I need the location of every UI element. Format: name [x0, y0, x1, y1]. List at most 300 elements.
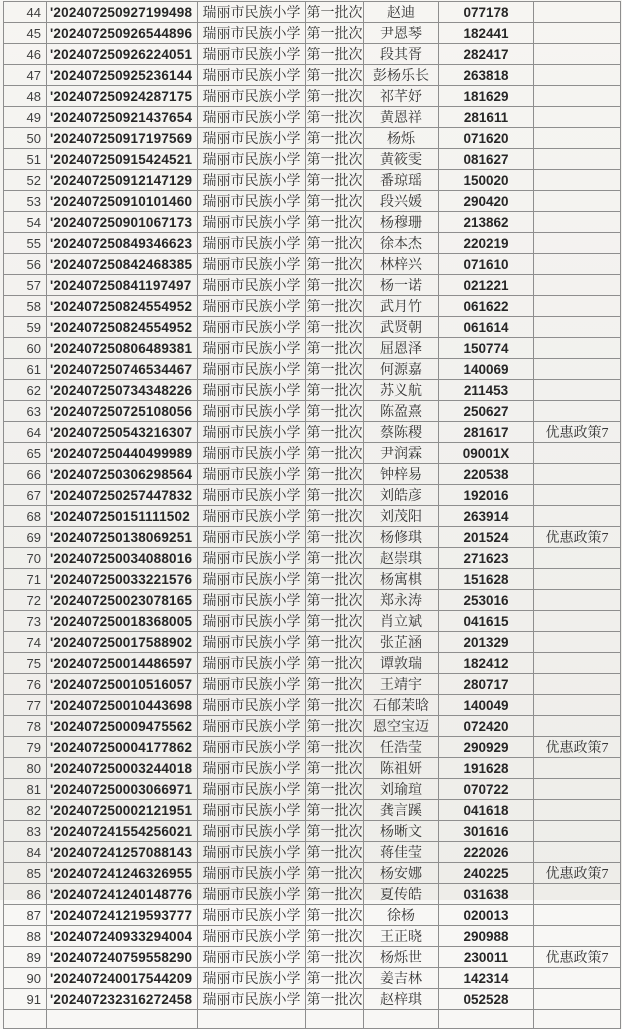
school-name-cell: 瑞丽市民族小学 [198, 695, 306, 716]
school-name-cell: 瑞丽市民族小学 [198, 842, 306, 863]
batch-cell: 第一批次 [306, 2, 364, 23]
code-number-cell: 220538 [439, 464, 534, 485]
batch-cell: 第一批次 [306, 65, 364, 86]
school-name-cell: 瑞丽市民族小学 [198, 296, 306, 317]
row-number-cell: 76 [4, 674, 47, 695]
row-number-cell: 61 [4, 359, 47, 380]
registration-id-cell: '202407240933294004 [47, 926, 198, 947]
row-number-cell: 45 [4, 23, 47, 44]
school-name-cell: 瑞丽市民族小学 [198, 926, 306, 947]
registration-id-cell: '202407250018368005 [47, 611, 198, 632]
table-row [4, 149, 621, 170]
student-name-cell: 夏传皓 [364, 884, 439, 905]
policy-note-cell [534, 611, 621, 632]
student-name-cell: 赵崇琪 [364, 548, 439, 569]
policy-note-cell [534, 821, 621, 842]
row-number-cell: 79 [4, 737, 47, 758]
row-number-cell: 90 [4, 968, 47, 989]
school-name-cell: 瑞丽市民族小学 [198, 401, 306, 422]
student-name-cell: 刘茂阳 [364, 506, 439, 527]
code-number-cell: 150774 [439, 338, 534, 359]
student-name-cell: 杨修琪 [364, 527, 439, 548]
registration-id-cell: '202407250543216307 [47, 422, 198, 443]
table-row [4, 23, 621, 44]
batch-cell: 第一批次 [306, 380, 364, 401]
registration-id-cell: '202407250440499989 [47, 443, 198, 464]
policy-note-cell [534, 716, 621, 737]
row-number-cell: 65 [4, 443, 47, 464]
registration-id-cell: '202407250023078165 [47, 590, 198, 611]
policy-note-cell [534, 443, 621, 464]
batch-cell [306, 1010, 364, 1029]
policy-note-cell: 优惠政策7 [534, 737, 621, 758]
row-number-cell: 64 [4, 422, 47, 443]
policy-note-cell [534, 548, 621, 569]
code-number-cell: 182441 [439, 23, 534, 44]
student-name-cell: 石郁茉晗 [364, 695, 439, 716]
student-name-cell: 何源嘉 [364, 359, 439, 380]
batch-cell: 第一批次 [306, 779, 364, 800]
code-number-cell: 301616 [439, 821, 534, 842]
batch-cell: 第一批次 [306, 758, 364, 779]
student-name-cell: 杨寓棋 [364, 569, 439, 590]
row-number-cell: 89 [4, 947, 47, 968]
policy-note-cell [534, 317, 621, 338]
batch-cell: 第一批次 [306, 737, 364, 758]
student-name-cell: 杨安娜 [364, 863, 439, 884]
school-name-cell: 瑞丽市民族小学 [198, 275, 306, 296]
school-name-cell: 瑞丽市民族小学 [198, 821, 306, 842]
school-name-cell: 瑞丽市民族小学 [198, 107, 306, 128]
policy-note-cell [534, 254, 621, 275]
student-name-cell: 杨晰文 [364, 821, 439, 842]
school-name-cell [198, 1010, 306, 1029]
student-name-cell: 谭敦瑞 [364, 653, 439, 674]
student-name-cell: 赵梓琪 [364, 989, 439, 1010]
student-name-cell: 屈恩泽 [364, 338, 439, 359]
registration-id-cell: '202407232316272458 [47, 989, 198, 1010]
registration-id-cell: '202407250915424521 [47, 149, 198, 170]
student-name-cell: 姜吉林 [364, 968, 439, 989]
student-name-cell: 陈祖妍 [364, 758, 439, 779]
code-number-cell: 041615 [439, 611, 534, 632]
policy-note-cell [534, 695, 621, 716]
batch-cell: 第一批次 [306, 968, 364, 989]
registration-id-cell [47, 1010, 198, 1029]
batch-cell: 第一批次 [306, 212, 364, 233]
policy-note-cell: 优惠政策7 [534, 422, 621, 443]
batch-cell: 第一批次 [306, 989, 364, 1010]
school-name-cell: 瑞丽市民族小学 [198, 548, 306, 569]
table-row [4, 86, 621, 107]
student-name-cell: 尹恩琴 [364, 23, 439, 44]
code-number-cell: 263818 [439, 65, 534, 86]
row-number-cell: 58 [4, 296, 47, 317]
registration-id-cell: '202407250151111502 [47, 506, 198, 527]
registration-id-cell: '202407250009475562 [47, 716, 198, 737]
table-row [4, 737, 621, 758]
batch-cell: 第一批次 [306, 905, 364, 926]
code-number-cell: 151628 [439, 569, 534, 590]
code-number-cell: 150020 [439, 170, 534, 191]
student-name-cell [364, 1010, 439, 1029]
school-name-cell: 瑞丽市民族小学 [198, 317, 306, 338]
table-row [4, 170, 621, 191]
student-name-cell: 杨烁 [364, 128, 439, 149]
code-number-cell: 271623 [439, 548, 534, 569]
code-number-cell: 061622 [439, 296, 534, 317]
school-name-cell: 瑞丽市民族小学 [198, 86, 306, 107]
registration-id-cell: '202407250926544896 [47, 23, 198, 44]
batch-cell: 第一批次 [306, 653, 364, 674]
code-number-cell: 220219 [439, 233, 534, 254]
school-name-cell: 瑞丽市民族小学 [198, 632, 306, 653]
student-name-cell: 陈盈熹 [364, 401, 439, 422]
school-name-cell: 瑞丽市民族小学 [198, 611, 306, 632]
batch-cell: 第一批次 [306, 863, 364, 884]
table-row [4, 2, 621, 23]
policy-note-cell [534, 758, 621, 779]
table-row [4, 401, 621, 422]
policy-note-cell [534, 2, 621, 23]
school-name-cell: 瑞丽市民族小学 [198, 674, 306, 695]
school-name-cell: 瑞丽市民族小学 [198, 884, 306, 905]
policy-note-cell [534, 653, 621, 674]
student-name-cell: 苏义航 [364, 380, 439, 401]
code-number-cell: 230011 [439, 947, 534, 968]
batch-cell: 第一批次 [306, 401, 364, 422]
policy-note-cell [534, 884, 621, 905]
row-number-cell: 80 [4, 758, 47, 779]
table-row [4, 464, 621, 485]
policy-note-cell [534, 590, 621, 611]
registration-id-cell: '202407250806489381 [47, 338, 198, 359]
school-name-cell: 瑞丽市民族小学 [198, 989, 306, 1010]
code-number-cell: 290988 [439, 926, 534, 947]
registration-id-cell: '202407250010443698 [47, 695, 198, 716]
registration-id-cell: '202407250849346623 [47, 233, 198, 254]
school-name-cell: 瑞丽市民族小学 [198, 149, 306, 170]
student-name-cell: 钟梓易 [364, 464, 439, 485]
table-row [4, 422, 621, 443]
table-row [4, 44, 621, 65]
code-number-cell: 020013 [439, 905, 534, 926]
row-number-cell: 55 [4, 233, 47, 254]
policy-note-cell [534, 338, 621, 359]
school-name-cell: 瑞丽市民族小学 [198, 443, 306, 464]
student-name-cell: 番琼瑶 [364, 170, 439, 191]
student-name-cell: 王靖宇 [364, 674, 439, 695]
code-number-cell: 290929 [439, 737, 534, 758]
table-body [4, 2, 621, 1029]
policy-note-cell [534, 170, 621, 191]
code-number-cell: 071610 [439, 254, 534, 275]
table-row [4, 653, 621, 674]
row-number-cell: 73 [4, 611, 47, 632]
row-number-cell: 84 [4, 842, 47, 863]
policy-note-cell [534, 506, 621, 527]
registration-id-cell: '202407250912147129 [47, 170, 198, 191]
table-row [4, 863, 621, 884]
code-number-cell: 191628 [439, 758, 534, 779]
table-row [4, 107, 621, 128]
row-number-cell: 74 [4, 632, 47, 653]
registration-id-cell: '202407241240148776 [47, 884, 198, 905]
policy-note-cell [534, 23, 621, 44]
policy-note-cell [534, 569, 621, 590]
table-row [4, 716, 621, 737]
code-number-cell: 240225 [439, 863, 534, 884]
batch-cell: 第一批次 [306, 884, 364, 905]
school-name-cell: 瑞丽市民族小学 [198, 758, 306, 779]
registration-id-cell: '202407250746534467 [47, 359, 198, 380]
student-name-cell: 武月竹 [364, 296, 439, 317]
student-name-cell: 林梓兴 [364, 254, 439, 275]
batch-cell: 第一批次 [306, 128, 364, 149]
student-name-cell: 段兴媛 [364, 191, 439, 212]
row-number-cell: 66 [4, 464, 47, 485]
registration-id-cell: '202407250138069251 [47, 527, 198, 548]
registration-id-cell: '202407250926224051 [47, 44, 198, 65]
school-name-cell: 瑞丽市民族小学 [198, 590, 306, 611]
code-number-cell: 140049 [439, 695, 534, 716]
code-number-cell: 281611 [439, 107, 534, 128]
code-number-cell: 021221 [439, 275, 534, 296]
code-number-cell: 072420 [439, 716, 534, 737]
row-number-cell: 57 [4, 275, 47, 296]
student-name-cell: 杨一诺 [364, 275, 439, 296]
school-name-cell: 瑞丽市民族小学 [198, 2, 306, 23]
student-name-cell: 王正晓 [364, 926, 439, 947]
row-number-cell: 67 [4, 485, 47, 506]
batch-cell: 第一批次 [306, 674, 364, 695]
registration-id-cell: '202407250921437654 [47, 107, 198, 128]
school-name-cell: 瑞丽市民族小学 [198, 779, 306, 800]
row-number-cell: 88 [4, 926, 47, 947]
row-number-cell: 83 [4, 821, 47, 842]
row-number-cell: 52 [4, 170, 47, 191]
row-number-cell: 46 [4, 44, 47, 65]
code-number-cell: 213862 [439, 212, 534, 233]
batch-cell: 第一批次 [306, 422, 364, 443]
student-name-cell: 恩空宝迈 [364, 716, 439, 737]
policy-note-cell [534, 107, 621, 128]
registration-id-cell: '202407250725108056 [47, 401, 198, 422]
row-number-cell: 87 [4, 905, 47, 926]
policy-note-cell [534, 779, 621, 800]
batch-cell: 第一批次 [306, 695, 364, 716]
table-row [4, 380, 621, 401]
policy-note-cell [534, 632, 621, 653]
code-number-cell: 09001X [439, 443, 534, 464]
code-number-cell: 182412 [439, 653, 534, 674]
policy-note-cell [534, 191, 621, 212]
school-name-cell: 瑞丽市民族小学 [198, 863, 306, 884]
policy-note-cell [534, 464, 621, 485]
batch-cell: 第一批次 [306, 23, 364, 44]
code-number-cell: 211453 [439, 380, 534, 401]
batch-cell: 第一批次 [306, 359, 364, 380]
student-name-cell: 武贤朝 [364, 317, 439, 338]
row-number-cell: 69 [4, 527, 47, 548]
policy-note-cell [534, 44, 621, 65]
policy-note-cell: 优惠政策7 [534, 863, 621, 884]
code-number-cell: 052528 [439, 989, 534, 1010]
code-number-cell: 077178 [439, 2, 534, 23]
registration-id-cell: '202407250010516057 [47, 674, 198, 695]
policy-note-cell [534, 989, 621, 1010]
row-number-cell: 77 [4, 695, 47, 716]
student-name-cell: 刘皓彦 [364, 485, 439, 506]
table-row [4, 443, 621, 464]
code-number-cell: 282417 [439, 44, 534, 65]
batch-cell: 第一批次 [306, 506, 364, 527]
row-number-cell: 62 [4, 380, 47, 401]
row-number-cell: 44 [4, 2, 47, 23]
policy-note-cell [534, 842, 621, 863]
batch-cell: 第一批次 [306, 926, 364, 947]
row-number-cell: 91 [4, 989, 47, 1010]
code-number-cell [439, 1010, 534, 1029]
code-number-cell: 142314 [439, 968, 534, 989]
batch-cell: 第一批次 [306, 86, 364, 107]
student-name-cell: 龚言蹊 [364, 800, 439, 821]
school-name-cell: 瑞丽市民族小学 [198, 212, 306, 233]
batch-cell: 第一批次 [306, 569, 364, 590]
table-row [4, 506, 621, 527]
registration-id-cell: '202407250924287175 [47, 86, 198, 107]
registration-id-cell: '202407250033221576 [47, 569, 198, 590]
batch-cell: 第一批次 [306, 548, 364, 569]
table-row [4, 905, 621, 926]
batch-cell: 第一批次 [306, 107, 364, 128]
student-name-cell: 杨烁世 [364, 947, 439, 968]
policy-note-cell [534, 485, 621, 506]
table-row [4, 800, 621, 821]
row-number-cell: 81 [4, 779, 47, 800]
batch-cell: 第一批次 [306, 149, 364, 170]
student-name-cell: 蔡陈稷 [364, 422, 439, 443]
student-name-cell: 任浩莹 [364, 737, 439, 758]
table-row [4, 758, 621, 779]
table-row [4, 254, 621, 275]
code-number-cell: 201524 [439, 527, 534, 548]
policy-note-cell: 优惠政策7 [534, 947, 621, 968]
code-number-cell: 253016 [439, 590, 534, 611]
row-number-cell: 82 [4, 800, 47, 821]
code-number-cell: 070722 [439, 779, 534, 800]
table-row [4, 884, 621, 905]
school-name-cell: 瑞丽市民族小学 [198, 338, 306, 359]
school-name-cell: 瑞丽市民族小学 [198, 464, 306, 485]
batch-cell: 第一批次 [306, 191, 364, 212]
registration-id-cell: '202407250824554952 [47, 296, 198, 317]
table-row [4, 611, 621, 632]
registration-id-cell: '202407250917197569 [47, 128, 198, 149]
code-number-cell: 250627 [439, 401, 534, 422]
table-row [4, 632, 621, 653]
code-number-cell: 181629 [439, 86, 534, 107]
registration-id-cell: '202407250014486597 [47, 653, 198, 674]
school-name-cell: 瑞丽市民族小学 [198, 65, 306, 86]
table-row [4, 674, 621, 695]
registration-id-cell: '202407250842468385 [47, 254, 198, 275]
row-number-cell: 54 [4, 212, 47, 233]
school-name-cell: 瑞丽市民族小学 [198, 653, 306, 674]
student-name-cell: 肖立斌 [364, 611, 439, 632]
student-name-cell: 尹润霖 [364, 443, 439, 464]
row-number-cell: 63 [4, 401, 47, 422]
code-number-cell: 041618 [439, 800, 534, 821]
policy-note-cell [534, 359, 621, 380]
student-name-cell: 蒋佳莹 [364, 842, 439, 863]
student-name-cell: 刘瑜瑄 [364, 779, 439, 800]
registration-id-cell: '202407250017588902 [47, 632, 198, 653]
code-number-cell: 281617 [439, 422, 534, 443]
code-number-cell: 081627 [439, 149, 534, 170]
code-number-cell: 031638 [439, 884, 534, 905]
code-number-cell: 071620 [439, 128, 534, 149]
table-row [4, 275, 621, 296]
table-row [4, 590, 621, 611]
code-number-cell: 222026 [439, 842, 534, 863]
batch-cell: 第一批次 [306, 632, 364, 653]
table-row [4, 317, 621, 338]
batch-cell: 第一批次 [306, 338, 364, 359]
row-number-cell: 59 [4, 317, 47, 338]
table-row [4, 569, 621, 590]
batch-cell: 第一批次 [306, 254, 364, 275]
admission-list-table [3, 1, 621, 1029]
school-name-cell: 瑞丽市民族小学 [198, 170, 306, 191]
batch-cell: 第一批次 [306, 170, 364, 191]
batch-cell: 第一批次 [306, 716, 364, 737]
policy-note-cell [534, 149, 621, 170]
table-row [4, 128, 621, 149]
batch-cell: 第一批次 [306, 947, 364, 968]
batch-cell: 第一批次 [306, 527, 364, 548]
row-number-cell: 70 [4, 548, 47, 569]
student-name-cell: 徐杨 [364, 905, 439, 926]
policy-note-cell [534, 65, 621, 86]
registration-id-cell: '202407241246326955 [47, 863, 198, 884]
policy-note-cell [534, 233, 621, 254]
policy-note-cell [534, 212, 621, 233]
table-row [4, 1010, 621, 1029]
student-name-cell: 张芷涵 [364, 632, 439, 653]
batch-cell: 第一批次 [306, 800, 364, 821]
registration-id-cell: '202407240759558290 [47, 947, 198, 968]
batch-cell: 第一批次 [306, 842, 364, 863]
registration-id-cell: '202407250925236144 [47, 65, 198, 86]
row-number-cell: 47 [4, 65, 47, 86]
row-number-cell: 72 [4, 590, 47, 611]
registration-id-cell: '202407250257447832 [47, 485, 198, 506]
policy-note-cell: 优惠政策7 [534, 527, 621, 548]
table-row [4, 338, 621, 359]
code-number-cell: 290420 [439, 191, 534, 212]
registration-id-cell: '202407250002121951 [47, 800, 198, 821]
table-row [4, 968, 621, 989]
table-row [4, 926, 621, 947]
batch-cell: 第一批次 [306, 317, 364, 338]
table-row [4, 842, 621, 863]
code-number-cell: 192016 [439, 485, 534, 506]
registration-id-cell: '202407250910101460 [47, 191, 198, 212]
school-name-cell: 瑞丽市民族小学 [198, 254, 306, 275]
registration-id-cell: '202407250003066971 [47, 779, 198, 800]
school-name-cell: 瑞丽市民族小学 [198, 527, 306, 548]
